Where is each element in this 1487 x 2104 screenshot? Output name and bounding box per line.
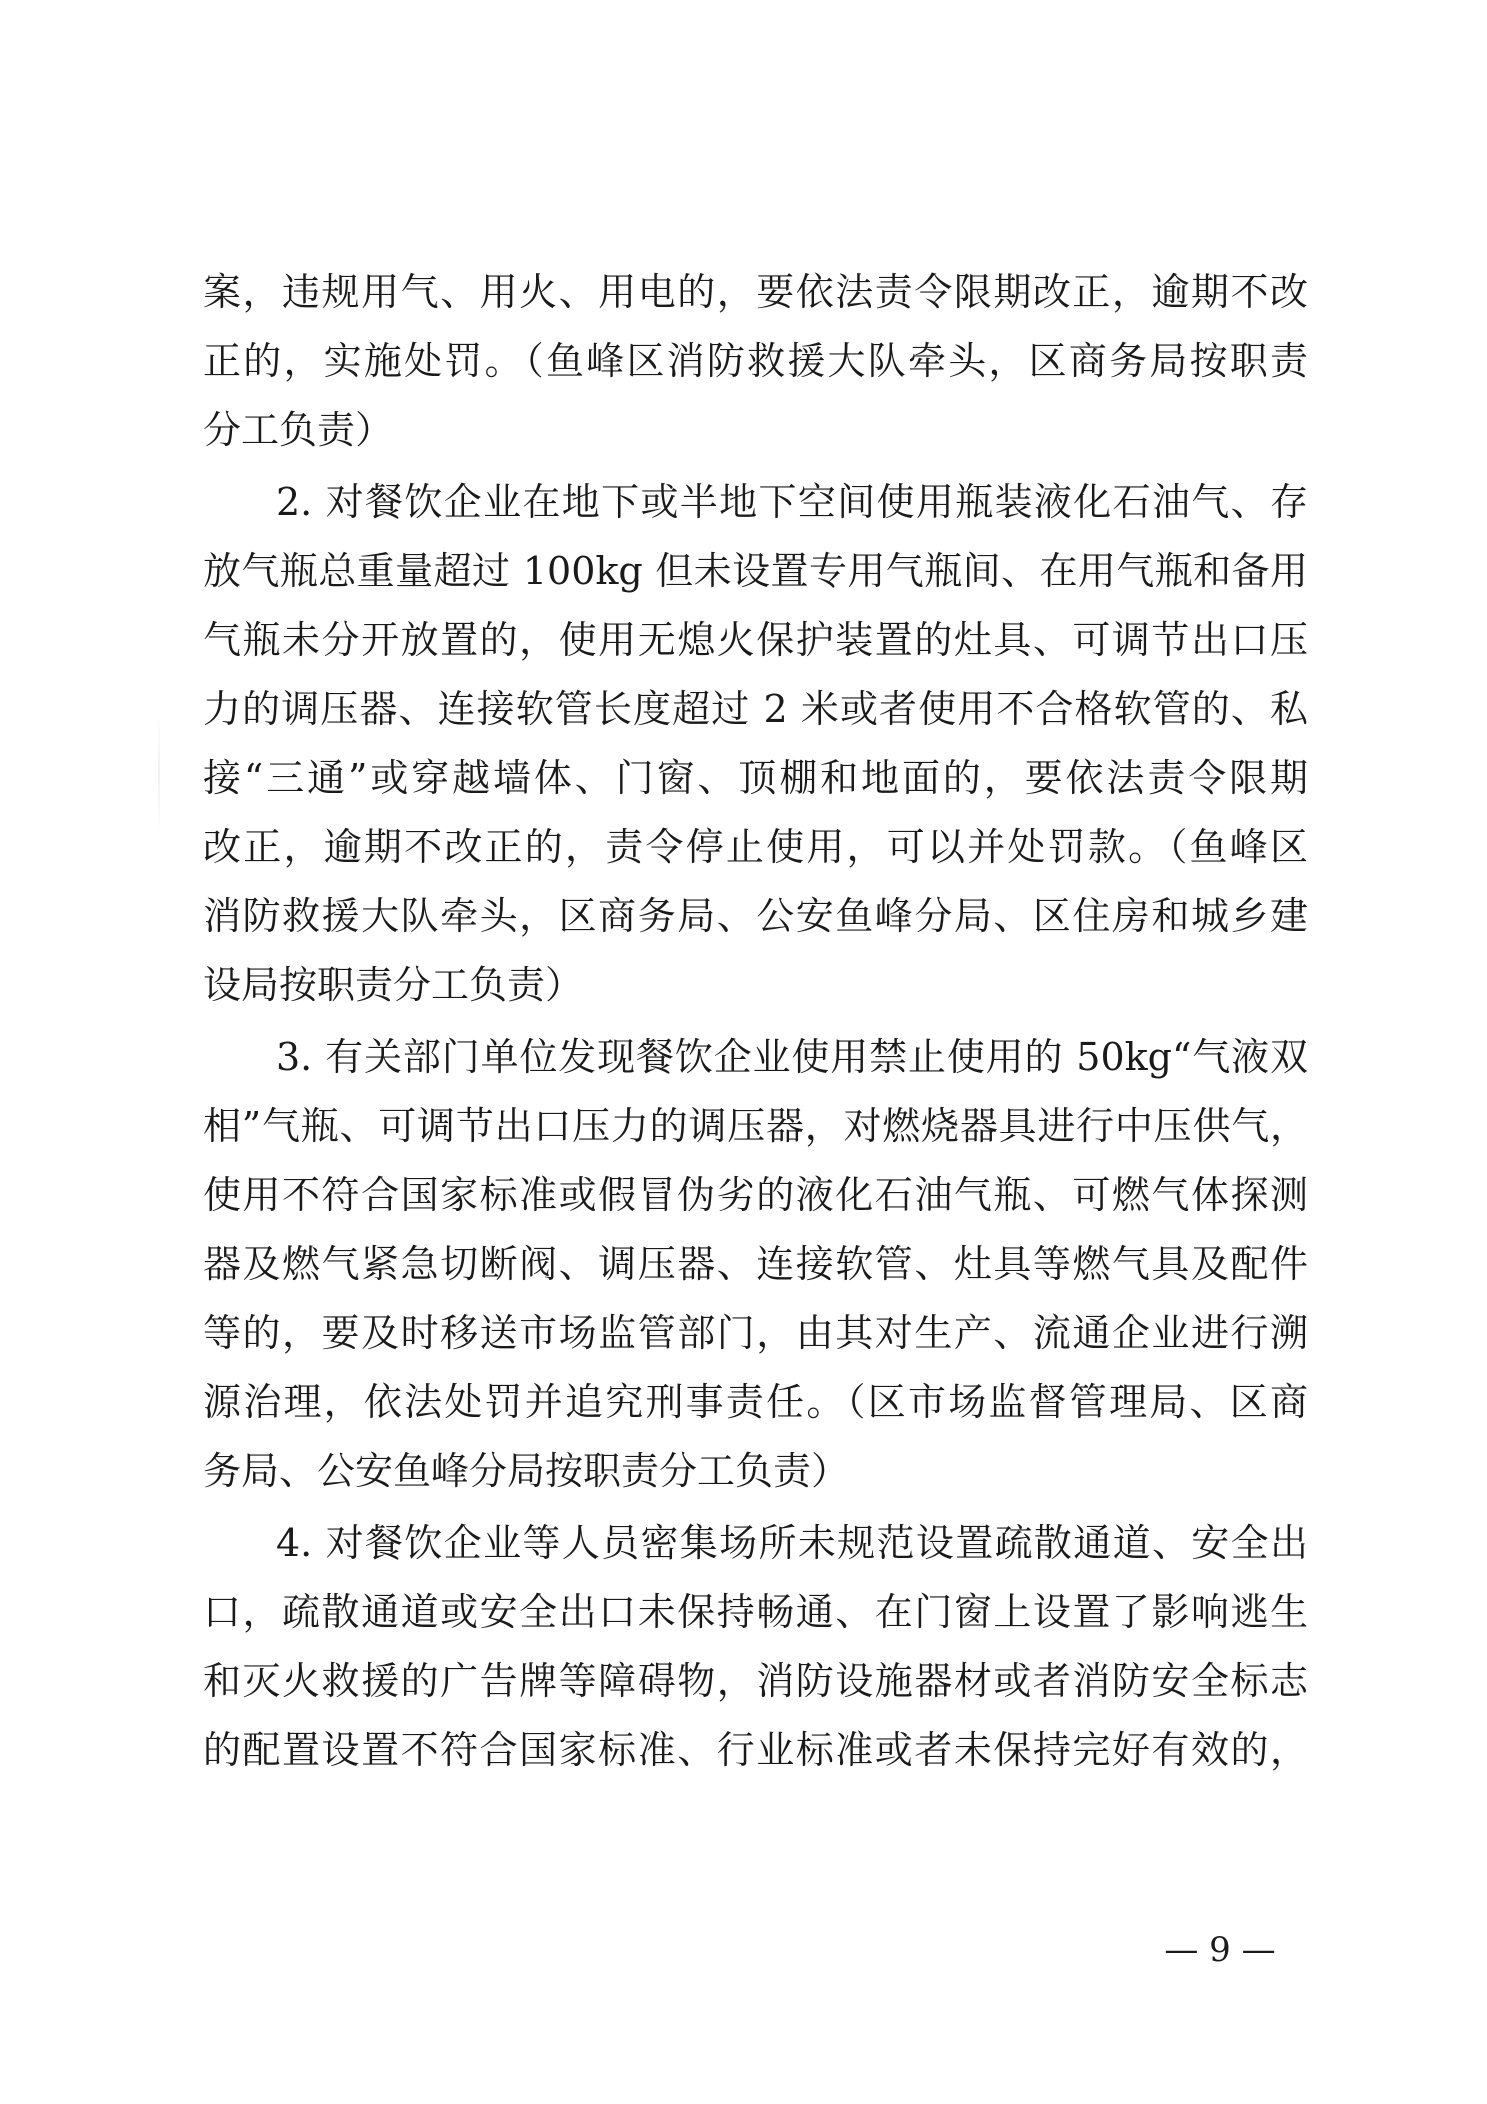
text-line: 口，疏散通道或安全出口未保持畅通、在门窗上设置了影响逃生 [203,1590,1308,1634]
text-line: 3. 有关部门单位发现餐饮企业使用禁止使用的 50kg“气液双 [276,1035,1308,1079]
text-line: 案，违规用气、用火、用电的，要依法责令限期改正，逾期不改 [203,270,1308,314]
text-line: 源治理，依法处罚并追究刑事责任。（区市场监督管理局、区商 [203,1380,1308,1424]
text-line: 设局按职责分工负责） [203,963,584,1007]
text-line: 4. 对餐饮企业等人员密集场所未规范设置疏散通道、安全出 [276,1521,1308,1565]
scan-mark [158,715,160,835]
text-line: 消防救援大队牵头，区商务局、公安鱼峰分局、区住房和城乡建 [203,894,1308,938]
text-line: 务局、公安鱼峰分局按职责分工负责） [203,1449,850,1493]
text-line: 分工负责） [203,408,394,452]
text-line: 的配置设置不符合国家标准、行业标准或者未保持完好有效的， [203,1728,1308,1772]
text-line: 相”气瓶、可调节出口压力的调压器，对燃烧器具进行中压供气， [203,1104,1308,1148]
text-line: 正的，实施处罚。（鱼峰区消防救援大队牵头，区商务局按职责 [203,339,1308,383]
text-line: 接“三通”或穿越墙体、门窗、顶棚和地面的，要依法责令限期 [203,756,1308,800]
text-line: 放气瓶总重量超过 100kg 但未设置专用气瓶间、在用气瓶和备用 [203,549,1308,593]
text-line: 2. 对餐饮企业在地下或半地下空间使用瓶装液化石油气、存 [276,480,1308,524]
page-number: — 9 — [1164,1930,1276,1970]
text-line: 力的调压器、连接软管长度超过 2 米或者使用不合格软管的、私 [203,687,1308,731]
text-line: 和灭火救援的广告牌等障碍物，消防设施器材或者消防安全标志 [203,1659,1308,1703]
text-line: 改正，逾期不改正的，责令停止使用，可以并处罚款。（鱼峰区 [203,825,1308,869]
text-line: 等的，要及时移送市场监管部门，由其对生产、流通企业进行溯 [203,1311,1308,1355]
text-line: 气瓶未分开放置的，使用无熄火保护装置的灶具、可调节出口压 [203,618,1308,662]
text-line: 器及燃气紧急切断阀、调压器、连接软管、灶具等燃气具及配件 [203,1242,1308,1286]
text-line: 使用不符合国家标准或假冒伪劣的液化石油气瓶、可燃气体探测 [203,1173,1308,1217]
